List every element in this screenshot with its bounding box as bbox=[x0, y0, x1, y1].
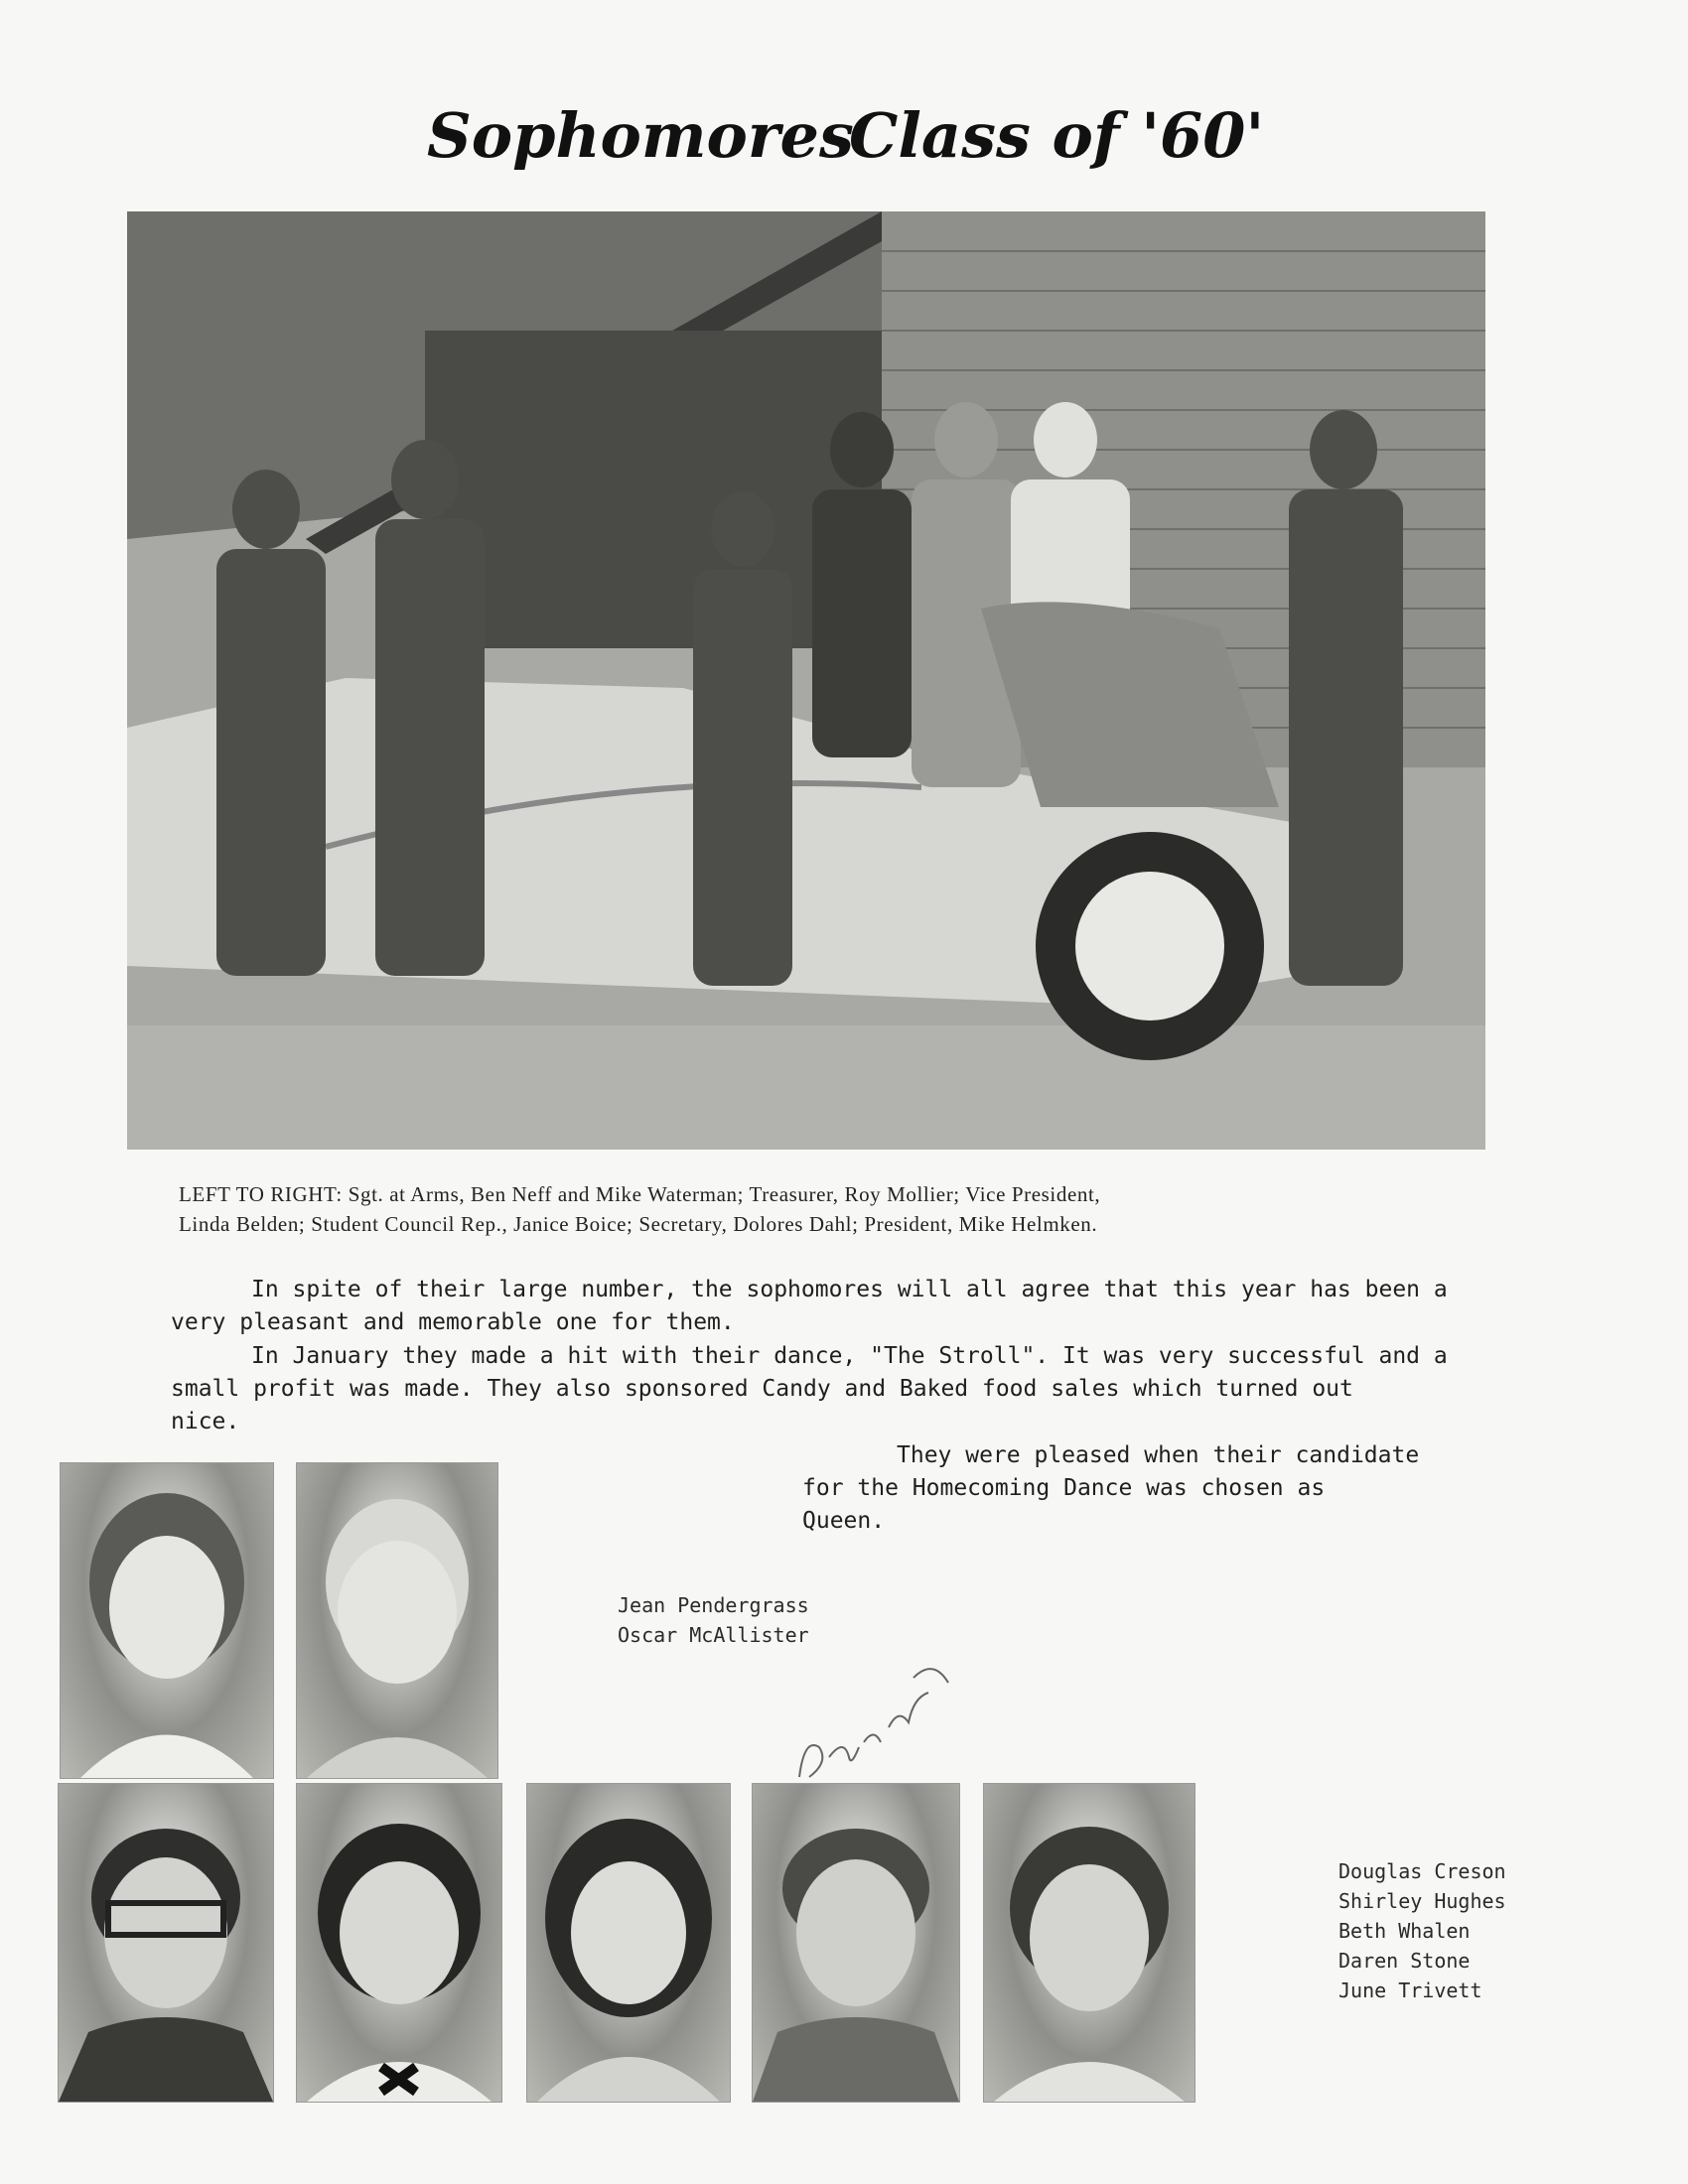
para3-line1: They were pleased when their candidate bbox=[897, 1442, 1420, 1468]
name-oscar-mcallister: Oscar McAllister bbox=[618, 1623, 809, 1647]
para1-line2: very pleasant and memorable one for them. bbox=[171, 1309, 735, 1335]
group-photo bbox=[127, 211, 1485, 1150]
heading-class-of-60: Class of '60' bbox=[849, 99, 1265, 172]
para2-line3: nice. bbox=[171, 1409, 240, 1434]
para1-line1: In spite of their large number, the sophomores will all agree that this year has been a bbox=[251, 1277, 1448, 1302]
row1-names bbox=[618, 1590, 809, 1650]
portrait-douglas-creson bbox=[58, 1783, 274, 2103]
heading-sophomores: Sophomores bbox=[427, 99, 854, 172]
portrait-jean-pendergrass bbox=[60, 1462, 274, 1779]
name-shirley-hughes: Shirley Hughes bbox=[1338, 1889, 1506, 1913]
portrait-shirley-hughes bbox=[296, 1783, 502, 2103]
para2-line2: small profit was made. They also sponsored Candy and Baked food sales which turned out bbox=[171, 1376, 1353, 1402]
name-beth-whalen: Beth Whalen bbox=[1338, 1919, 1471, 1943]
name-daren-stone: Daren Stone bbox=[1338, 1949, 1471, 1973]
name-june-trivett: June Trivett bbox=[1338, 1979, 1482, 2002]
page-heading bbox=[0, 99, 1688, 179]
photo-caption bbox=[179, 1179, 1489, 1239]
para3-line2: for the Homecoming Dance was chosen as bbox=[802, 1475, 1326, 1501]
caption-line-1: LEFT TO RIGHT: Sgt. at Arms, Ben Neff and Mike Waterman; Treasurer, Roy Mollier; Vice President, bbox=[179, 1182, 1101, 1206]
portrait-daren-stone bbox=[752, 1783, 960, 2103]
portrait-oscar-mcallister bbox=[296, 1462, 498, 1779]
para3-line3: Queen. bbox=[802, 1508, 886, 1534]
portrait-beth-whalen bbox=[526, 1783, 731, 2103]
row2-names bbox=[1338, 1856, 1506, 2005]
para2-line1: In January they made a hit with their dance, "The Stroll". It was very successful and a bbox=[251, 1343, 1448, 1369]
portrait-june-trivett bbox=[983, 1783, 1196, 2103]
handwritten-signature bbox=[789, 1638, 958, 1797]
name-douglas-creson: Douglas Creson bbox=[1338, 1859, 1506, 1883]
name-jean-pendergrass: Jean Pendergrass bbox=[618, 1593, 809, 1617]
caption-line-2: Linda Belden; Student Council Rep., Janice Boice; Secretary, Dolores Dahl; President, Mike Helmken. bbox=[179, 1212, 1098, 1236]
